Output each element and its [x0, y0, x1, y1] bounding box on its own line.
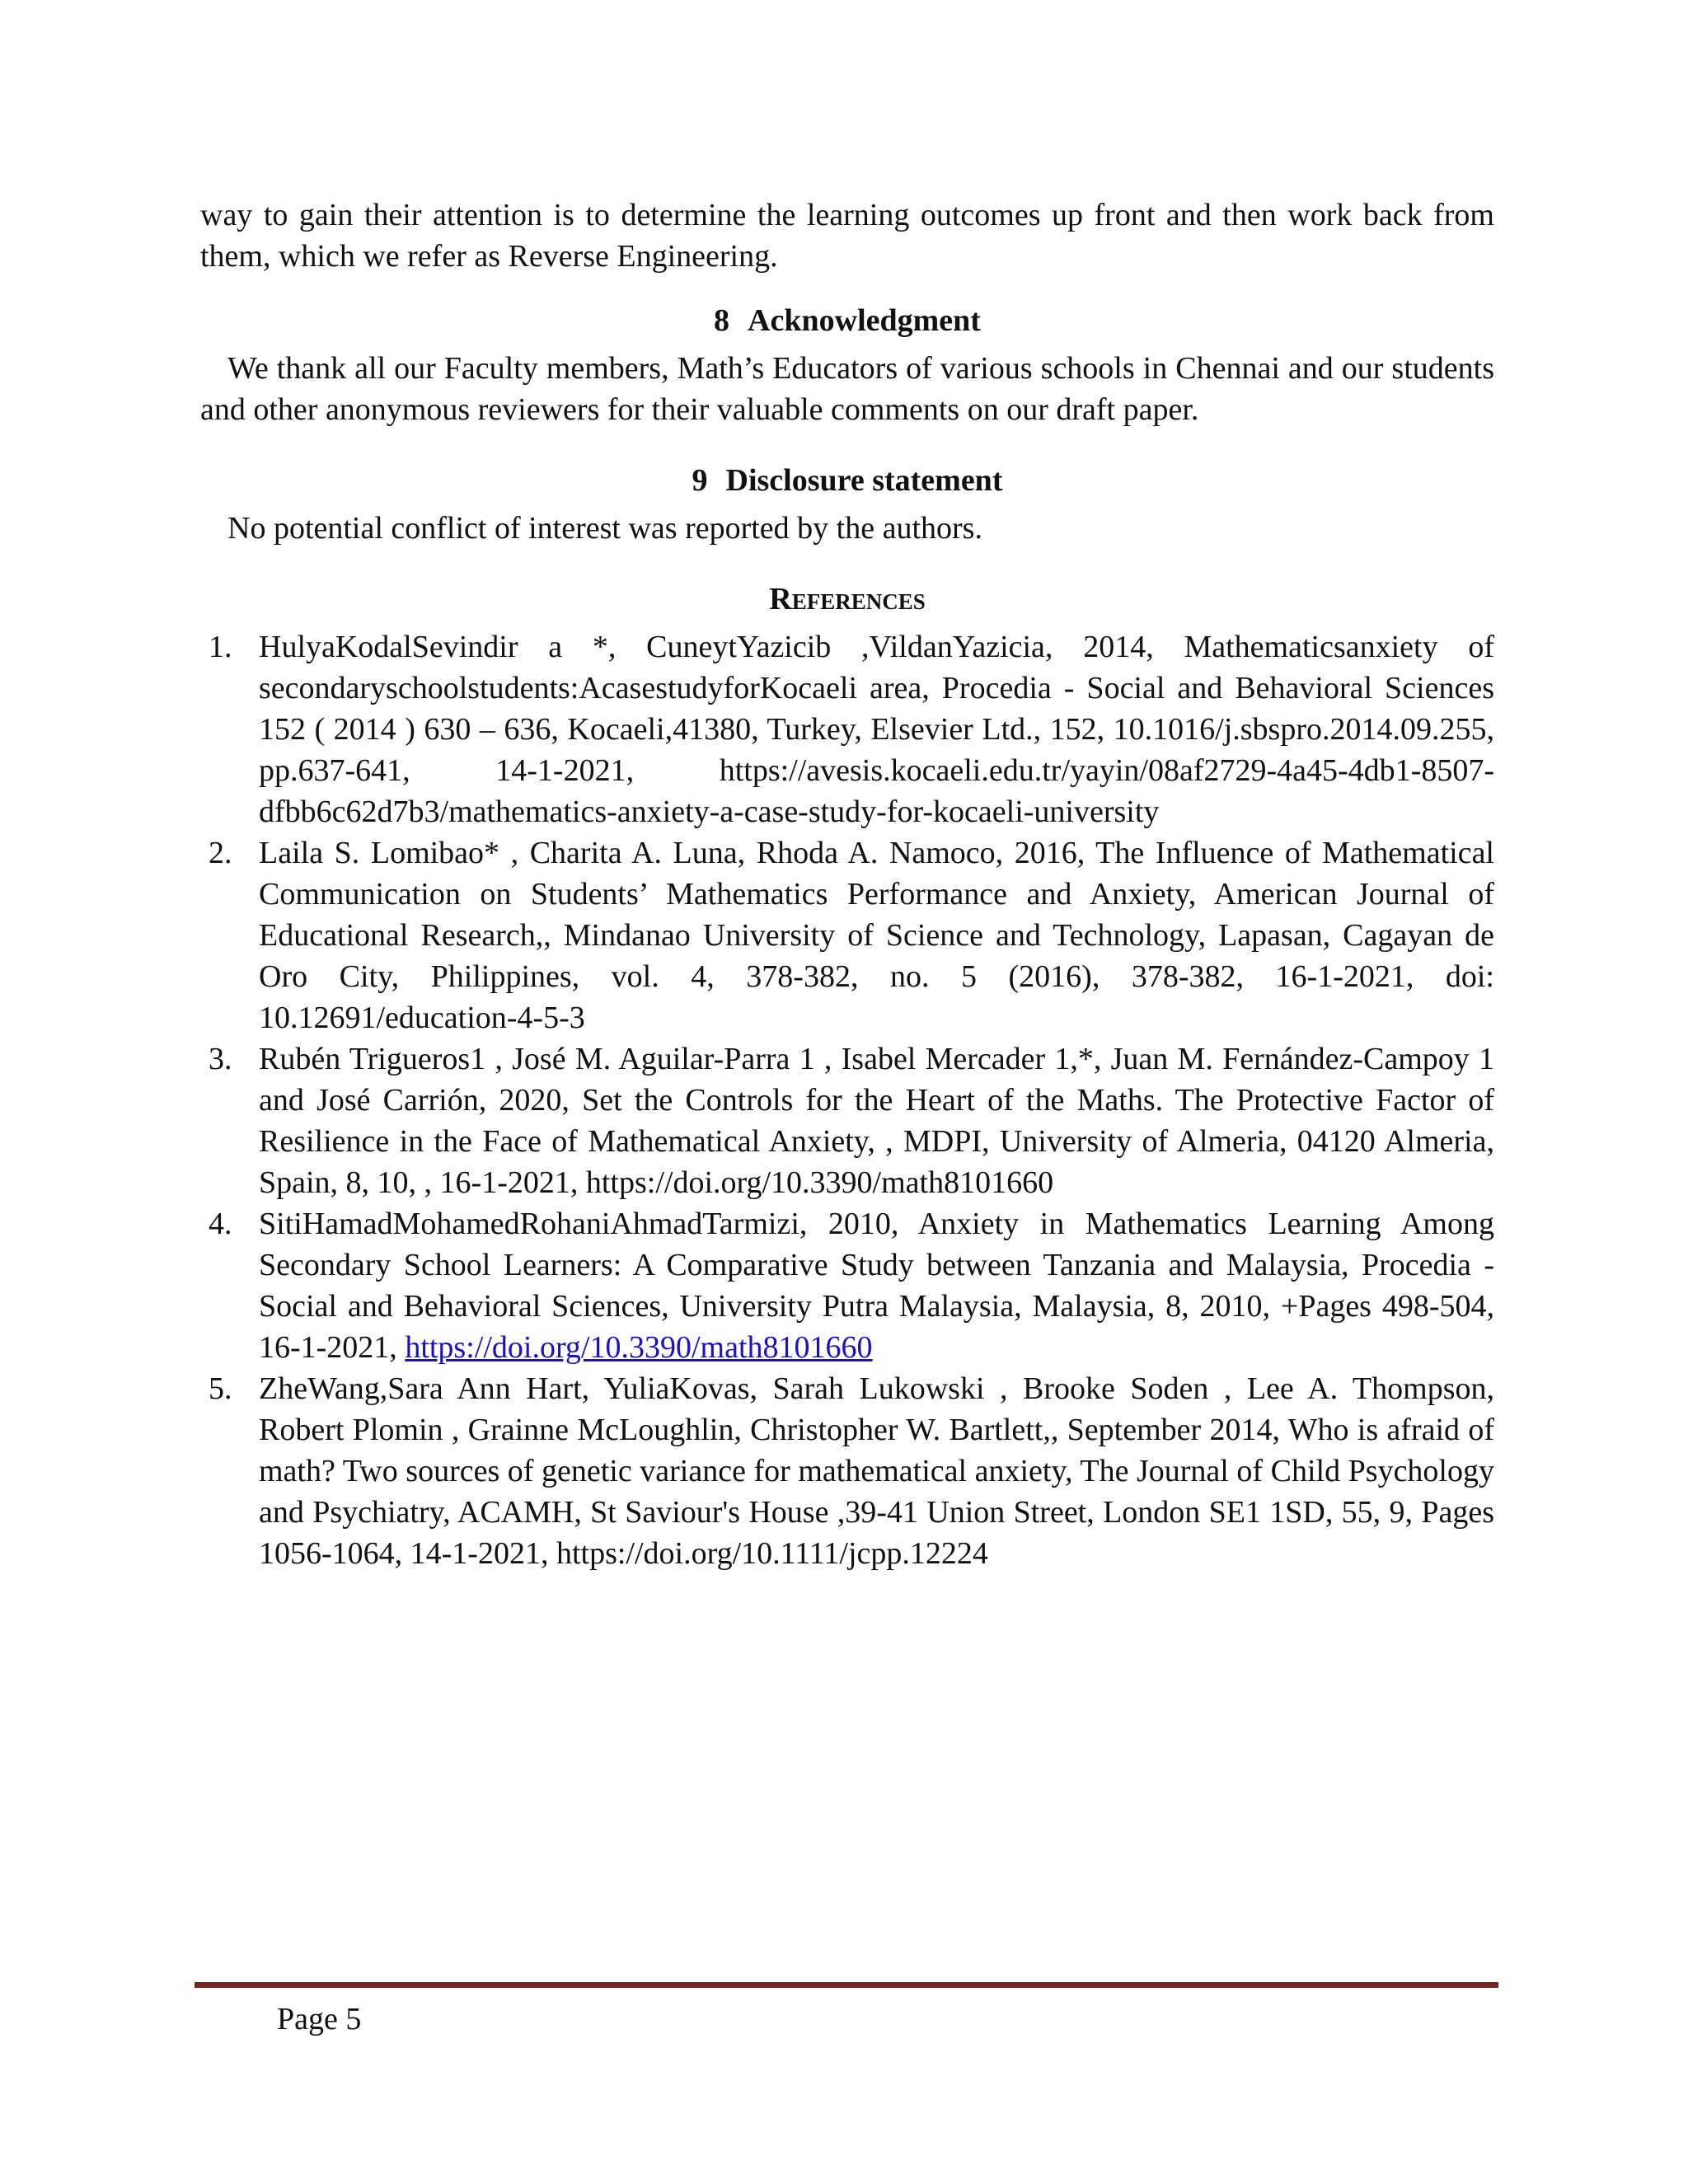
acknowledgment-title: Acknowledgment	[748, 303, 981, 338]
reference-text: HulyaKodalSevindir a *, CuneytYazicib ,VildanYazicia, 2014, Mathematicsanxiety of secondaryschoolstudents:AcasestudyforKocaeli area, Procedia - Social and Behavioral Sciences 152 ( 2014 ) 630 – 636, Kocaeli,41380, Turkey, Elsevier Ltd., 152, 10.1016/j.sbspro.2014.09.255, pp.637-641, 14-1-2021, https://avesis.kocaeli.edu.tr/yayin/08af2729-4a45-4db1-8507-dfbb6c62d7b3/mathematics-anxiety-a-case-study-for-kocaeli-university	[259, 630, 1494, 829]
intro-paragraph: way to gain their attention is to determine the learning outcomes up front and then work back from them, which we refer as Reverse Engineering.	[200, 198, 1494, 274]
reference-text: SitiHamadMohamedRohaniAhmadTarmizi, 2010, Anxiety in Mathematics Learning Among Secondary School Learners: A Comparative Study between Tanzania and Malaysia, Procedia - Social and Behavioral Sciences, University Putra Malaysia, Malaysia, 8, 2010, +Pages 498-504, 16-1-2021,	[259, 1207, 1494, 1365]
footer-divider	[195, 1982, 1498, 1988]
page-content	[200, 194, 1494, 1574]
disclosure-number: 9	[692, 463, 708, 498]
reference-doi-link[interactable]: https://doi.org/10.3390/math8101660	[405, 1330, 873, 1365]
references-title: References	[769, 582, 926, 616]
acknowledgment-number: 8	[714, 303, 730, 338]
acknowledgment-heading	[200, 300, 1494, 341]
reference-text: Laila S. Lomibao* , Charita A. Luna, Rhoda A. Namoco, 2016, The Influence of Mathematical Communication on Students’ Mathematics Performance and Anxiety, American Journal of Educational Research,, Mindanao University of Science and Technology, Lapasan, Cagayan de Oro City, Philippines, vol. 4, 378-382, no. 5 (2016), 378-382, 16-1-2021, doi: 10.12691/education-4-5-3	[259, 836, 1494, 1035]
reference-item	[200, 626, 1494, 832]
page-number: Page 5	[277, 2002, 362, 2036]
reference-item	[200, 1203, 1494, 1368]
reference-item	[200, 1368, 1494, 1574]
reference-number: 1.	[209, 630, 232, 664]
acknowledgment-paragraph: We thank all our Faculty members, Math’s Educators of various schools in Chennai and our students and other anonymous reviewers for their valuable comments on our draft paper.	[200, 351, 1494, 427]
reference-item	[200, 1038, 1494, 1203]
reference-text: Rubén Trigueros1 , José M. Aguilar-Parra 1 , Isabel Mercader 1,*, Juan M. Fernández-Campoy 1 and José Carrión, 2020, Set the Controls for the Heart of the Maths. The Protective Factor of Resilience in the Face of Mathematical Anxiety, , MDPI, University of Almeria, 04120 Almeria, Spain, 8, 10, , 16-1-2021, https://doi.org/10.3390/math8101660	[259, 1042, 1494, 1200]
disclosure-title: Disclosure statement	[725, 463, 1003, 498]
reference-number: 4.	[209, 1207, 232, 1241]
reference-list	[200, 626, 1494, 1574]
reference-number: 2.	[209, 836, 232, 870]
reference-number: 5.	[209, 1371, 232, 1406]
reference-number: 3.	[209, 1042, 232, 1076]
reference-item	[200, 832, 1494, 1038]
disclosure-heading	[200, 460, 1494, 501]
reference-text: ZheWang,Sara Ann Hart, YuliaKovas, Sarah Lukowski , Brooke Soden , Lee A. Thompson, Robert Plomin , Grainne McLoughlin, Christopher W. Bartlett,, September 2014, Who is afraid of math? Two sources of genetic variance for mathematical anxiety, The Journal of Child Psychology and Psychiatry, ACAMH, St Saviour's House ,39-41 Union Street, London SE1 1SD, 55, 9, Pages 1056-1064, 14-1-2021, https://doi.org/10.1111/jcpp.12224	[259, 1371, 1494, 1571]
disclosure-paragraph: No potential conflict of interest was reported by the authors.	[227, 511, 982, 546]
